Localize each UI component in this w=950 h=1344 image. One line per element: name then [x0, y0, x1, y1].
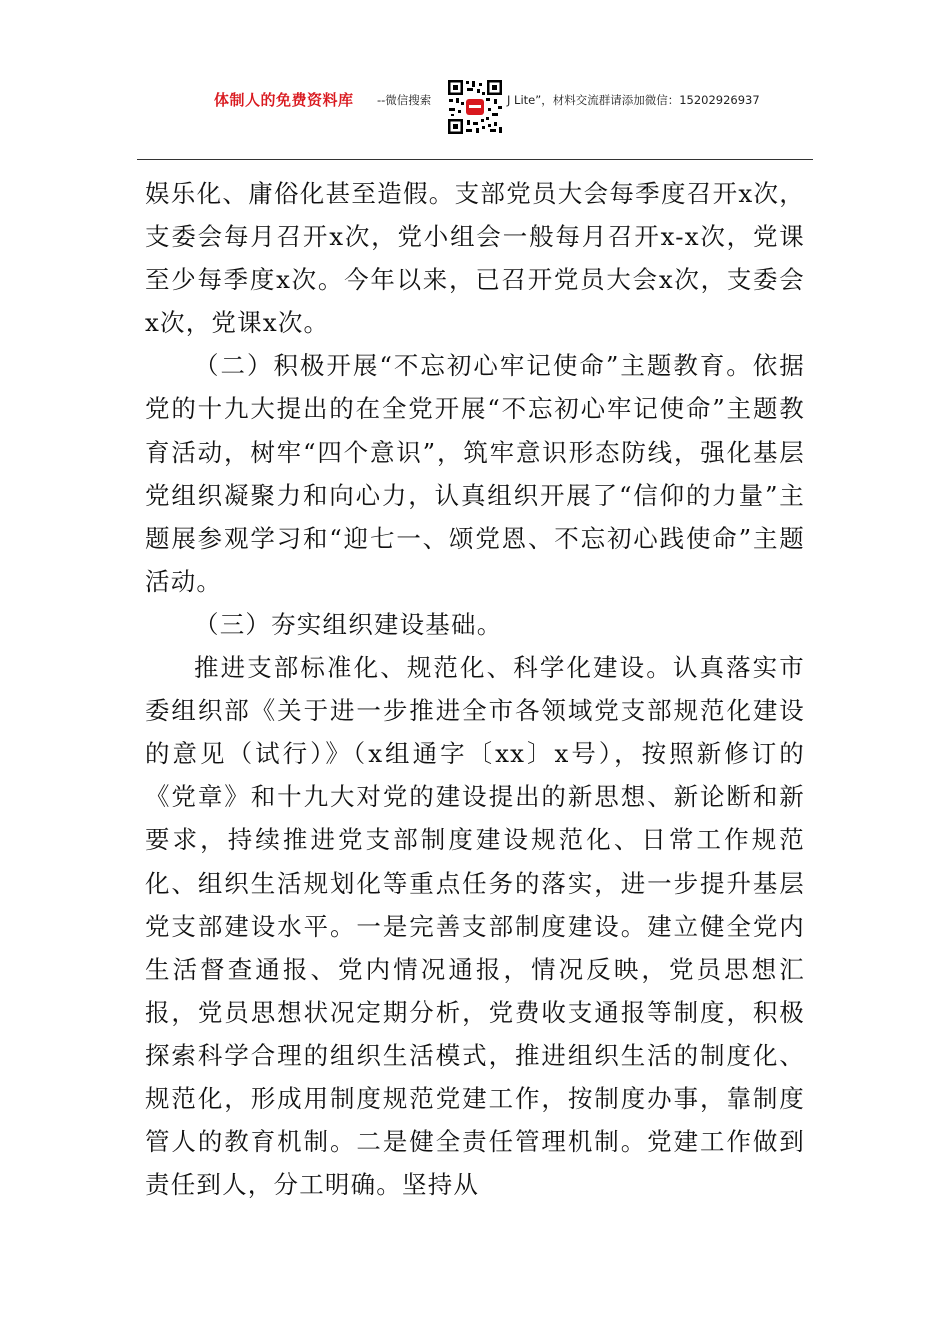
header-divider [137, 159, 813, 160]
paragraph-2: （二）积极开展“不忘初心牢记使命”主题教育。依据党的十九大提出的在全党开展“不忘初心牢记使命”主题教育活动，树牢“四个意识”，筑牢意识形态防线，强化基层党组织凝聚力和向心力，认真组织开展了“信仰的力量”主题展参观学习和“迎七一、颂党恩、不忘初心践使命”主题活动。 [145, 351, 805, 596]
brand-title[interactable]: 体制人的免费资料库 [214, 91, 354, 109]
qr-code-icon [446, 78, 504, 136]
page-header [0, 78, 950, 128]
paragraph-4: 推进支部标准化、规范化、科学化建设。认真落实市委组织部《关于进一步推进全市各领域党支部规范化建设的意见（试行）》（x组通字〔xx〕x号），按照新修订的《党章》和十九大对党的建设提出的新思想、新论断和新要求，持续推进党支部制度建设规范化、日常工作规范化、组织生活规划化等重点任务的落实，进一步提升基层党支部建设水平。一是完善支部制度建设。建立健全党内生活督查通报、党内情况通报，情况反映，党员思想汇报，党员思想状况定期分析，党费收支通报等制度，积极探索科学合理的组织生活模式，推进组织生活的制度化、规范化，形成用制度规范党建工作，按制度办事，靠制度管人的教育机制。二是健全责任管理机制。党建工作做到责任到人，分工明确。坚持从 [145, 653, 805, 1200]
wechat-contact-hint: J Lite”，材料交流群请添加微信：15202926937 [507, 93, 760, 107]
document-body [145, 172, 805, 1206]
section-heading-3: （三）夯实组织建设基础。 [194, 609, 503, 639]
paragraph-1: 娱乐化、庸俗化甚至造假。支部党员大会每季度召开x次，支委会每月召开x次，党小组会一般每月召开x-x次，党课至少每季度x次。今年以来，已召开党员大会x次，支委会x次，党课x次。 [145, 179, 805, 338]
search-hint: --微信搜索 [377, 93, 432, 107]
